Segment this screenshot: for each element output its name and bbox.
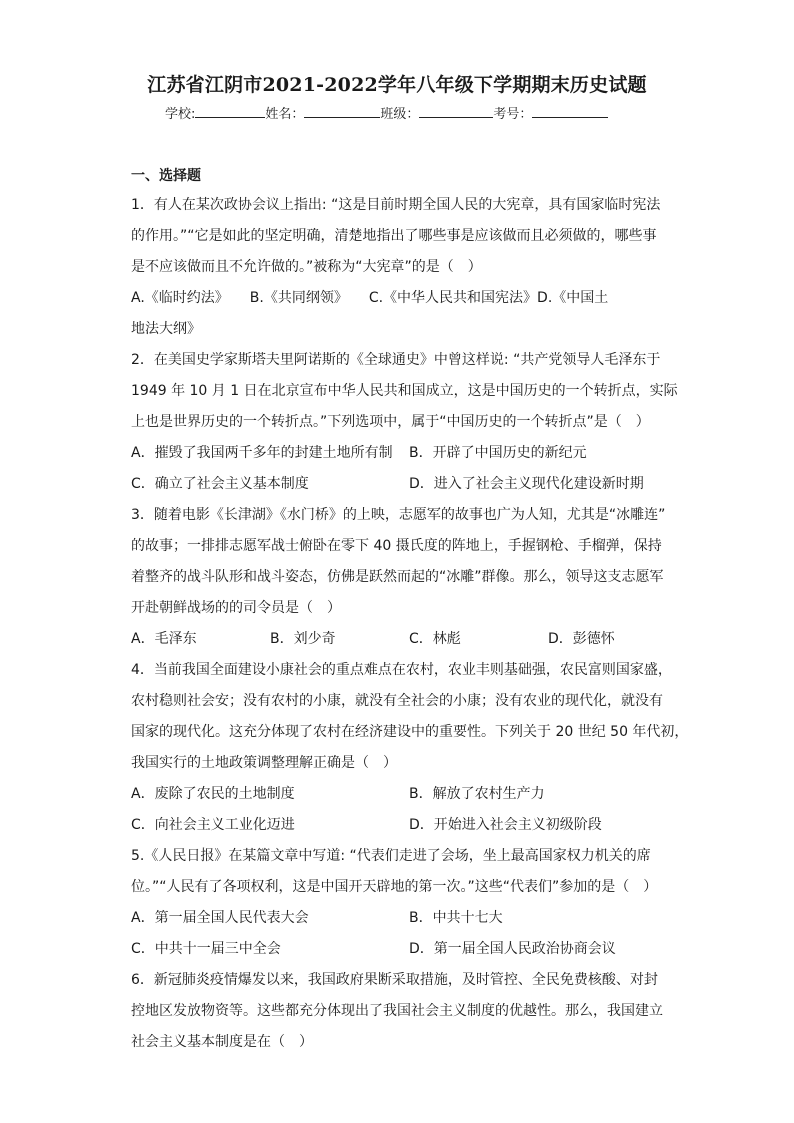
class-blank xyxy=(419,105,493,118)
question-text-line: 1949 年 10 月 1 日在北京宣布中华人民共和国成立，这是中国历史的一个转折点，实际 xyxy=(131,383,678,399)
school-blank xyxy=(195,105,265,118)
question-4 xyxy=(131,655,689,841)
question-text-line: 6．新冠肺炎疫情爆发以来，我国政府果断采取措施，及时管控、全民免费核酸、对封 xyxy=(131,972,658,988)
school-label: 学校: xyxy=(165,107,196,122)
question-text-line: 位。”“人民有了各项权利，这是中国开天辟地的第一次。”这些“代表们”参加的是（ ） xyxy=(131,879,658,895)
question-text-line: 的作用。”“它是如此的坚定明确，清楚地指出了哪些事是应该做而且必须做的，哪些事 xyxy=(131,228,657,244)
question-text-line: 4．当前我国全面建设小康社会的重点难点在农村，农业丰则基础强，农民富则国家盛， xyxy=(131,662,672,678)
class-label: 班级： xyxy=(380,107,420,122)
option-a: A．第一届全国人民代表大会 xyxy=(131,910,309,926)
option-d: D．彭德怀 xyxy=(548,631,615,647)
question-text-line: 上也是世界历史的一个转折点。”下列选项中，属于“中国历史的一个转折点”是（ ） xyxy=(131,414,650,430)
question-text-line: 农村稳则社会安；没有农村的小康，就没有全社会的小康；没有农业的现代化，就没有 xyxy=(131,693,663,709)
option-b: B．刘少奇 xyxy=(270,631,336,647)
option-d: D．开始进入社会主义初级阶段 xyxy=(409,817,602,833)
question-text-line: 开赴朝鲜战场的的司令员是（ ） xyxy=(131,600,341,616)
option-a: A．毛泽东 xyxy=(131,631,197,647)
option-b: B．开辟了中国历史的新纪元 xyxy=(409,445,587,461)
question-text-line: 3．随着电影《长津湖》《水门桥》的上映，志愿军的故事也广为人知，尤其是“冰雕连” xyxy=(131,507,666,523)
question-text-line: 2．在美国史学家斯塔夫里阿诺斯的《全球通史》中曾这样说: “共产党领导人毛泽东于 xyxy=(131,352,661,368)
question-3 xyxy=(131,500,667,655)
option-b: B．中共十七大 xyxy=(409,910,503,926)
question-5 xyxy=(131,841,667,965)
question-6 xyxy=(131,965,667,1058)
question-text-line: 5.《人民日报》在某篇文章中写道: “代表们走进了会场，坐上最高国家权力机关的席 xyxy=(131,848,651,864)
student-info-line xyxy=(165,103,608,122)
section-heading: 一、选择题 xyxy=(131,168,201,184)
question-1 xyxy=(131,190,667,345)
option-d: D．第一届全国人民政治协商会议 xyxy=(409,941,616,957)
option-a: A．摧毁了我国两千多年的封建土地所有制 xyxy=(131,445,393,461)
option-d: D．进入了社会主义现代化建设新时期 xyxy=(409,476,644,492)
exam-number-label: 考号： xyxy=(493,107,533,122)
question-list xyxy=(131,190,689,1058)
question-2 xyxy=(131,345,678,500)
question-text-line: 控地区发放物资等。这些都充分体现出了我国社会主义制度的优越性。那么，我国建立 xyxy=(131,1003,663,1019)
option-c: C．向社会主义工业化迈进 xyxy=(131,817,295,833)
options-line: A.《临时约法》 B.《共同纲领》 C.《中华人民共和国宪法》D.《中国土 xyxy=(131,290,609,306)
option-c: C．中共十一届三中全会 xyxy=(131,941,281,957)
exam-number-blank xyxy=(532,105,608,118)
question-text-line: 1．有人在某次政协会议上指出: “这是目前时期全国人民的大宪章，具有国家临时宪法 xyxy=(131,197,661,213)
question-text-line: 国家的现代化。这充分体现了农村在经济建设中的重要性。下列关于 20 世纪 50 年代初， xyxy=(131,724,689,740)
name-label: 姓名： xyxy=(265,107,305,122)
option-a: A．废除了农民的土地制度 xyxy=(131,786,295,802)
option-c: C．林彪 xyxy=(409,631,461,647)
exam-title: 江苏省江阴市2021-2022学年八年级下学期期末历史试题 xyxy=(147,74,647,96)
option-c: C．确立了社会主义基本制度 xyxy=(131,476,309,492)
question-text-line: 我国实行的土地政策调整理解正确是（ ） xyxy=(131,755,397,771)
question-text-line: 社会主义基本制度是在（ ） xyxy=(131,1034,313,1050)
option-b: B．解放了农村生产力 xyxy=(409,786,545,802)
question-text-line: 是不应该做而且不允许做的。”被称为“大宪章”的是（ ） xyxy=(131,259,482,275)
question-text-line: 着整齐的战斗队形和战斗姿态，仿佛是跃然而起的“冰雕”群像。那么，领导这支志愿军 xyxy=(131,569,664,585)
options-line: 地法大纲》 xyxy=(131,321,201,337)
question-text-line: 的故事；一排排志愿军战士俯卧在零下 40 摄氏度的阵地上，手握钢枪、手榴弹，保持 xyxy=(131,538,662,554)
name-blank xyxy=(304,105,380,118)
